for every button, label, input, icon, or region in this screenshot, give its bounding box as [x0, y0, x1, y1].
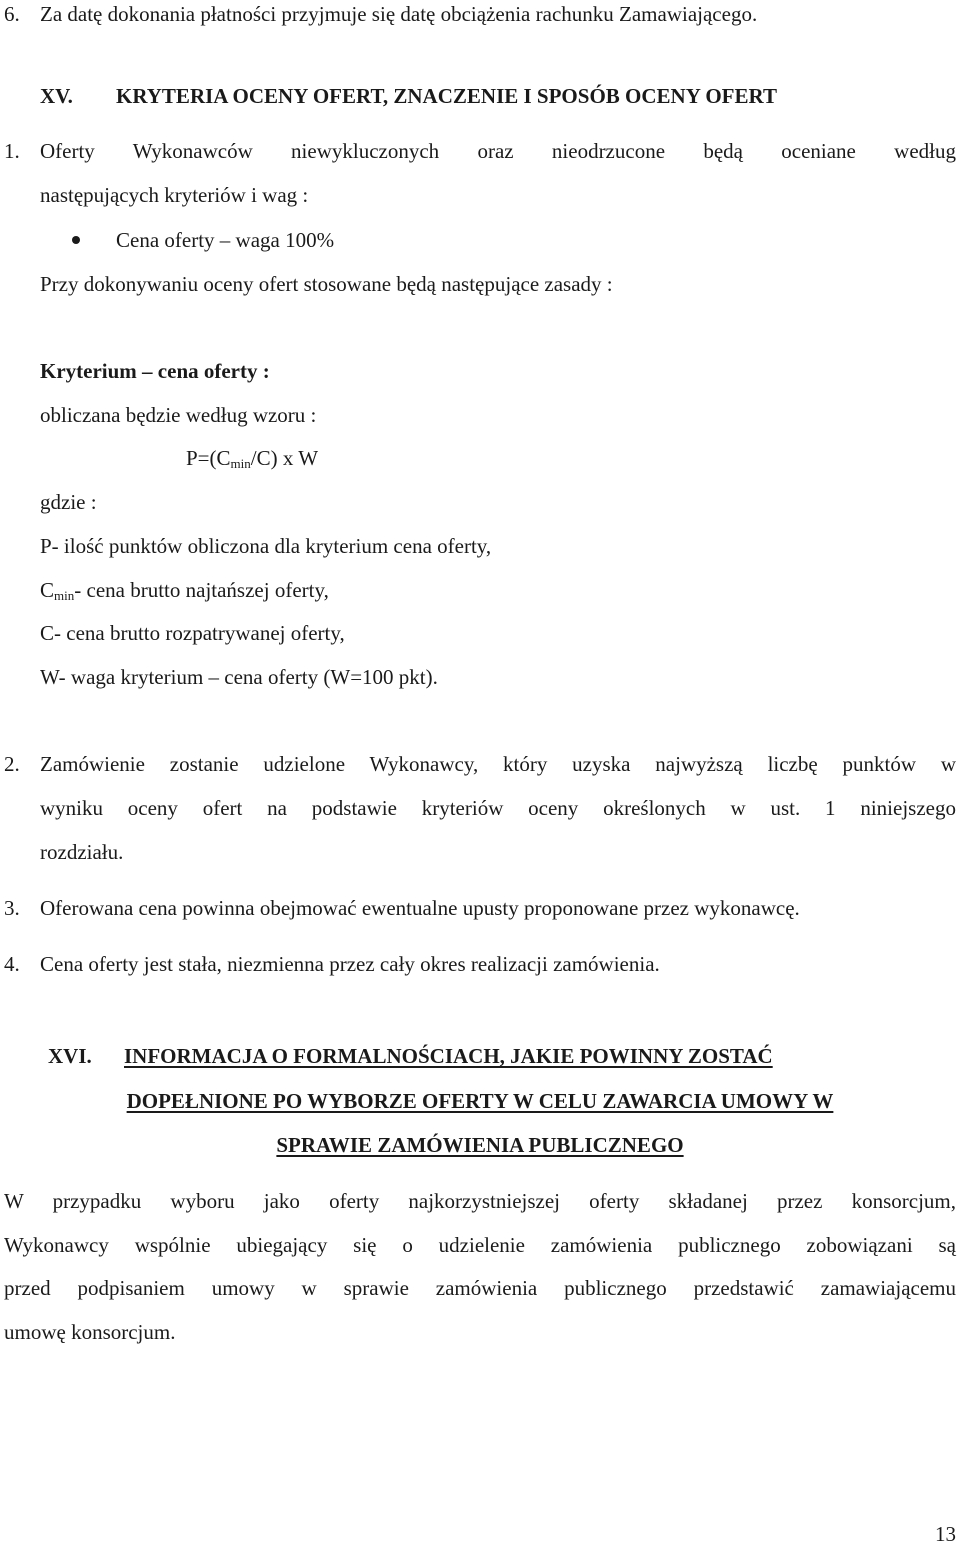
- section-16-para-line-2: Wykonawcy wspólnie ubiegający się o udzielenie zamówienia publicznego zobowiązani są: [4, 1233, 956, 1257]
- cmin-letter: C: [40, 578, 55, 602]
- section-16-title-line-1: INFORMACJA O FORMALNOŚCIACH, JAKIE POWINNY ZOSTAĆ: [124, 1044, 773, 1068]
- formula-part-b: /C) x W: [250, 446, 319, 470]
- cmin-definition: [40, 580, 329, 601]
- p-definition: P- ilość punktów obliczona dla kryterium cena oferty,: [40, 534, 492, 558]
- item-3-text: Oferowana cena powinna obejmować ewentualne upusty proponowane przez wykonawcę.: [40, 896, 800, 920]
- item-3-number: 3.: [4, 896, 20, 920]
- section-16-para-line-4: umowę konsorcjum.: [4, 1320, 176, 1344]
- where-label: gdzie :: [40, 490, 97, 514]
- w-definition: W- waga kryterium – cena oferty (W=100 pkt).: [40, 665, 438, 689]
- page-number: 13: [935, 1522, 956, 1546]
- item-2-line-2: wyniku oceny ofert na podstawie kryteriów oceny określonych w ust. 1 niniejszego: [40, 796, 956, 820]
- item-1-line-1: Oferty Wykonawców niewykluczonych oraz nieodrzucone będą oceniane według: [40, 139, 956, 163]
- section-16-title-line-2: [0, 1091, 960, 1112]
- item-1-line-2: następujących kryteriów i wag :: [40, 183, 309, 207]
- criterion-heading: Kryterium – cena oferty :: [40, 359, 270, 383]
- cmin-subscript: min: [54, 588, 75, 603]
- bullet-icon: [72, 236, 80, 244]
- item-2-line-3: rozdziału.: [40, 840, 124, 864]
- item-2-line-1: Zamówienie zostanie udzielone Wykonawcy, który uzyska najwyższą liczbę punktów w: [40, 752, 956, 776]
- c-definition: C- cena brutto rozpatrywanej oferty,: [40, 621, 345, 645]
- item-1-line-3: Przy dokonywaniu oceny ofert stosowane będą następujące zasady :: [40, 272, 613, 296]
- section-15-number: XV.: [40, 84, 73, 108]
- item-4-text: Cena oferty jest stała, niezmienna przez cały okres realizacji zamówienia.: [40, 952, 660, 976]
- section-16-para-line-3: przed podpisaniem umowy w sprawie zamówienia publicznego przedstawić zamawiającemu: [4, 1276, 956, 1300]
- section-16-number: XVI.: [48, 1044, 92, 1068]
- weight-bullet-text: Cena oferty – waga 100%: [116, 228, 335, 252]
- formula-part-a: P=(C: [186, 446, 231, 470]
- section-15-title: KRYTERIA OCENY OFERT, ZNACZENIE I SPOSÓB OCENY OFERT: [116, 84, 777, 108]
- cmin-text: - cena brutto najtańszej oferty,: [74, 578, 329, 602]
- section-16-title-line-3: [0, 1135, 960, 1156]
- item-6-text: Za datę dokonania płatności przyjmuje się datę obciążenia rachunku Zamawiającego.: [40, 2, 758, 26]
- item-4-number: 4.: [4, 952, 20, 976]
- formula: [186, 448, 318, 469]
- item-1-number: 1.: [4, 139, 20, 163]
- item-6-number: 6.: [4, 2, 20, 26]
- formula-subscript: min: [230, 456, 251, 471]
- section-16-para-line-1: W przypadku wyboru jako oferty najkorzystniejszej oferty składanej przez konsorcjum,: [4, 1189, 956, 1213]
- item-2-number: 2.: [4, 752, 20, 776]
- section-16-title-line-2-text: DOPEŁNIONE PO WYBORZE OFERTY W CELU ZAWARCIA UMOWY W: [126, 1089, 834, 1113]
- section-16-title-line-3-text: SPRAWIE ZAMÓWIENIA PUBLICZNEGO: [276, 1133, 684, 1157]
- criterion-intro: obliczana będzie według wzoru :: [40, 403, 317, 427]
